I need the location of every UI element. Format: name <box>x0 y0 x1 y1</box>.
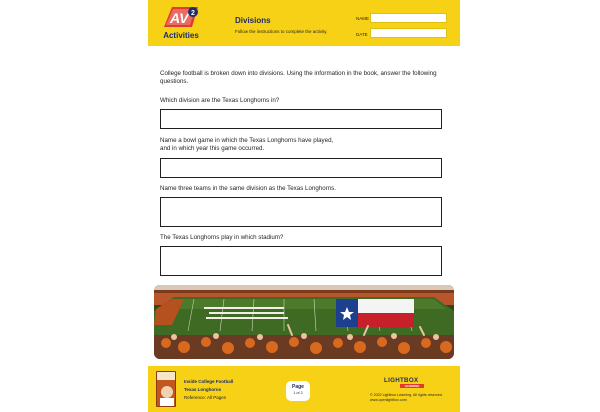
question-1: Which division are the Texas Longhorns in? <box>160 97 280 104</box>
question-2-line-2: and in which year this game occurred. <box>160 145 265 152</box>
copyright-text: © 2022 Lightbox Learning. All rights reserved. <box>370 393 443 397</box>
svg-text:2: 2 <box>191 10 195 17</box>
answer-box-3[interactable] <box>160 197 442 227</box>
website-link[interactable]: www.openlightbox.com <box>370 398 407 402</box>
worksheet-title: Divisions <box>235 16 271 25</box>
date-field[interactable] <box>370 28 447 38</box>
answer-box-2[interactable] <box>160 158 442 178</box>
lightbox-logo <box>384 377 440 389</box>
book-cover-image <box>156 371 176 407</box>
lightbox-tagline: LEARNING <box>400 384 424 388</box>
question-3: Name three teams in the same division as the Texas Longhorns. <box>160 185 336 192</box>
copyright-block <box>370 393 443 403</box>
book-reference: Reference: All Pages <box>184 395 227 400</box>
svg-text:AV: AV <box>170 10 189 26</box>
header-band <box>148 0 460 46</box>
intro-text: College football is broken down into divisions. Using the information in the book, answer the following questions. <box>160 70 437 85</box>
question-2-line-1: Name a bowl game in which the Texas Longhorns have played, <box>160 137 334 144</box>
question-4: The Texas Longhorns play in which stadium? <box>160 234 284 241</box>
book-subtitle: Texas Longhorns <box>184 387 222 392</box>
name-label: NAME <box>356 16 370 21</box>
worksheet-page <box>148 0 460 412</box>
page-indicator <box>286 381 310 401</box>
answer-box-1[interactable] <box>160 109 442 129</box>
lightbox-brand: LIGHTBOX <box>384 377 419 384</box>
stadium-photo <box>154 285 454 359</box>
name-field[interactable] <box>370 13 447 23</box>
book-title: Inside College Football <box>184 379 234 384</box>
footer-band <box>148 366 460 412</box>
av2-logo-icon <box>162 5 200 29</box>
av2-logo <box>156 5 206 43</box>
logo-caption: Activities <box>163 31 199 40</box>
page-number: 1 of 2 <box>293 391 303 395</box>
worksheet-instructions: Follow the instructions to complete the activity. <box>235 29 328 34</box>
page-label: Page <box>292 384 304 390</box>
answer-box-4[interactable] <box>160 246 442 276</box>
date-label: DATE <box>356 32 368 37</box>
question-2 <box>160 137 450 153</box>
